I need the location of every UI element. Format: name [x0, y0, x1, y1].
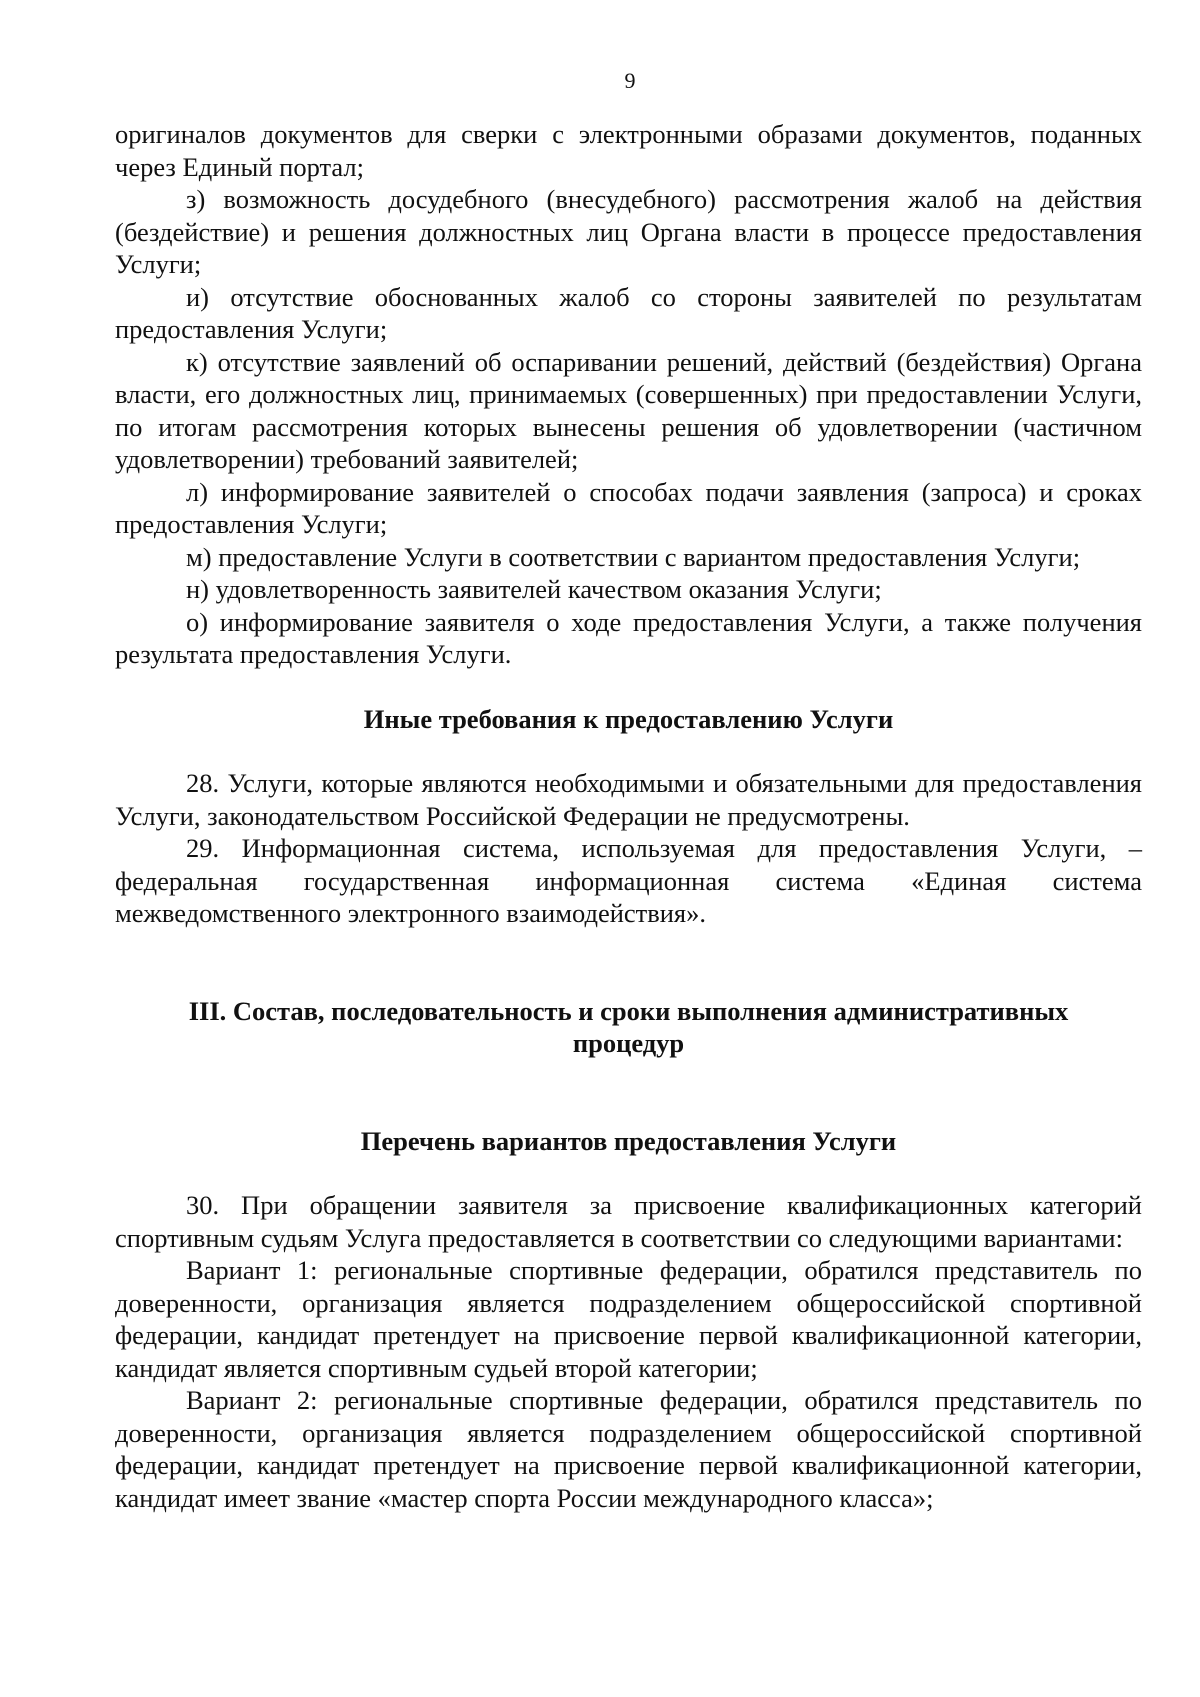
heading-variants-list: Перечень вариантов предоставления Услуги — [360, 1125, 897, 1156]
paragraph-item-i: и) отсутствие обоснованных жалоб со стороны заявителей по результатам предоставления Услуги; — [115, 281, 1142, 344]
paragraph-item-z: з) возможность досудебного (внесудебного) рассмотрения жалоб на действия (бездействие) и решения должностных лиц Органа власти в процессе предоставления Услуги; — [115, 184, 1142, 279]
paragraph-variant-2: Вариант 2: региональные спортивные федерации, обратился представитель по доверенности, организация является подразделением общероссийской спортивной федерации, кандидат претендует на присвоение первой квалификационной категории, кандидат имеет звание «мастер спорта России международного класса»; — [115, 1385, 1142, 1513]
paragraph-item-k: к) отсутствие заявлений об оспаривании решений, действий (бездействия) Органа власти, его должностных лиц, принимаемых (совершенных) при предоставлении Услуги, по итогам рассмотрения которых вынесены решения об удовлетворении (частичном удовлетворении) требований заявителей; — [115, 346, 1142, 474]
page-number: 9 — [624, 68, 636, 93]
section-heading-line-1: III. Состав, последовательность и сроки выполнения административных — [188, 995, 1069, 1026]
heading-other-requirements: Иные требования к предоставлению Услуги — [363, 703, 894, 734]
paragraph-30: 30. При обращении заявителя за присвоение квалификационных категорий спортивным судьям Услуга предоставляется в соответствии со следующими вариантами: — [115, 1190, 1142, 1253]
document-body — [115, 118, 1142, 1514]
paragraph-item-n: н) удовлетворенность заявителей качеством оказания Услуги; — [186, 574, 882, 604]
paragraph-item-m: м) предоставление Услуги в соответствии с вариантом предоставления Услуги; — [186, 541, 1081, 572]
paragraph-29: 29. Информационная система, используемая для предоставления Услуги, – федеральная государственная информационная система «Единая система межведомственного электронного взаимодействия». — [115, 833, 1142, 928]
paragraph-variant-1: Вариант 1: региональные спортивные федерации, обратился представитель по доверенности, организация является подразделением общероссийской спортивной федерации, кандидат претендует на присвоение первой квалификационной категории, кандидат является спортивным судьей второй категории; — [115, 1255, 1142, 1383]
paragraph-0: оригиналов документов для сверки с электронными образами документов, поданных через Единый портал; — [115, 119, 1142, 182]
paragraph-item-o: о) информирование заявителя о ходе предоставления Услуги, а также получения результата предоставления Услуги. — [115, 606, 1142, 669]
paragraph-item-l: л) информирование заявителей о способах подачи заявления (запроса) и сроках предоставления Услуги; — [115, 476, 1142, 539]
paragraph-28: 28. Услуги, которые являются необходимыми и обязательными для предоставления Услуги, законодательством Российской Федерации не предусмотрены. — [115, 768, 1142, 831]
section-heading-line-2: процедур — [572, 1028, 685, 1058]
